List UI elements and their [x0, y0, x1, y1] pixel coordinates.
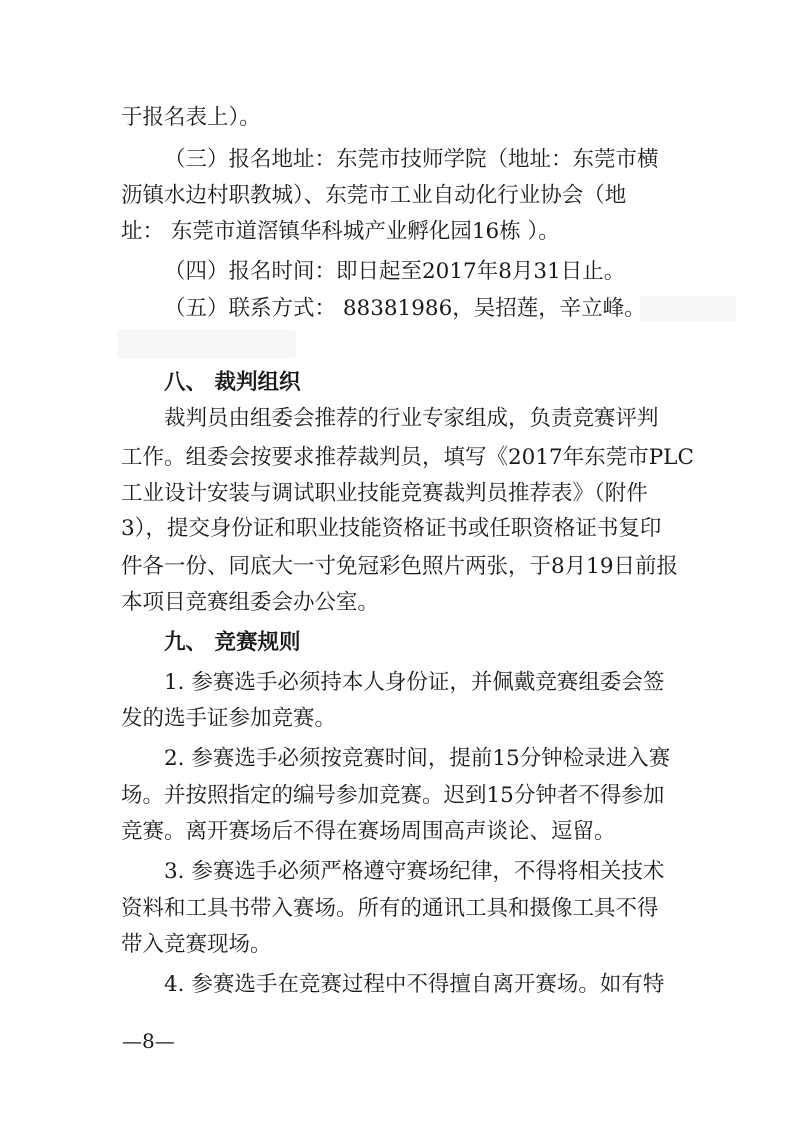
text-line [0, 179, 800, 213]
section-heading [0, 366, 800, 400]
line-text: 竞赛。离开赛场后不得在赛场周围高声谈论、逗留。 [121, 819, 616, 844]
text-line [0, 742, 800, 776]
line-text: （五）联系方式： 88381986，吴招莲，辛立峰。 [164, 296, 646, 321]
text-line [0, 666, 800, 700]
text-line [0, 550, 800, 584]
text-line [0, 143, 800, 177]
page-number: —8— [122, 1029, 175, 1053]
heading-text: 九、 竞赛规则 [164, 630, 301, 655]
line-text: （四）报名时间：即日起至2017年8月31日止。 [164, 259, 626, 284]
heading-text: 八、 裁判组织 [164, 370, 301, 395]
text-line [0, 101, 800, 135]
line-text: 于报名表上）。 [121, 105, 261, 130]
text-line [0, 441, 800, 475]
line-text: （三）报名地址：东莞市技师学院（地址：东莞市横 [164, 147, 659, 172]
text-line [0, 892, 800, 926]
line-text: 工作。组委会按要求推荐裁判员，填写《2017年东莞市PLC [121, 445, 694, 470]
line-text: 带入竞赛现场。 [121, 932, 272, 957]
line-text: 件各一份、同底大一寸免冠彩色照片两张，于8月19日前报 [121, 554, 679, 579]
line-text: 沥镇水边村职教城）、东莞市工业自动化行业协会（地 [121, 183, 627, 208]
text-line [0, 586, 800, 620]
text-line [0, 928, 800, 962]
line-text: 场。并按照指定的编号参加竞赛。迟到15分钟者不得参加 [121, 783, 665, 808]
text-line [0, 702, 800, 736]
text-line [0, 512, 800, 546]
line-text: 工业设计安装与调试职业技能竞赛裁判员推荐表》（附件 [121, 481, 648, 506]
text-line [0, 292, 800, 326]
line-text: 3），提交身份证和职业技能资格证书或任职资格证书复印 [121, 516, 662, 541]
line-text: 本项目竞赛组委会办公室。 [121, 590, 380, 615]
section-heading [0, 626, 800, 660]
text-line [0, 779, 800, 813]
line-text: 4. 参赛选手在竞赛过程中不得擅自离开赛场。如有特 [164, 972, 665, 997]
line-text: 址： 东莞市道滘镇华科城产业孵化园16栋 ）。 [121, 219, 560, 244]
text-line [0, 402, 800, 436]
text-line [0, 215, 800, 249]
line-text: 1. 参赛选手必须持本人身份证，并佩戴竞赛组委会签 [164, 670, 665, 695]
line-text: 3. 参赛选手必须严格遵守赛场纪律，不得将相关技术 [164, 859, 665, 884]
redaction-mark [118, 330, 296, 358]
text-line [0, 255, 800, 289]
text-line [0, 815, 800, 849]
line-text: 2. 参赛选手必须按竞赛时间，提前15分钟检录进入赛 [164, 746, 671, 771]
line-text: 发的选手证参加竞赛。 [121, 706, 337, 731]
line-text: 资料和工具书带入赛场。所有的通讯工具和摄像工具不得 [121, 896, 659, 921]
text-line [0, 477, 800, 511]
text-line [0, 855, 800, 889]
line-text: 裁判员由组委会推荐的行业专家组成，负责竞赛评判 [164, 406, 659, 431]
text-line [0, 968, 800, 1002]
